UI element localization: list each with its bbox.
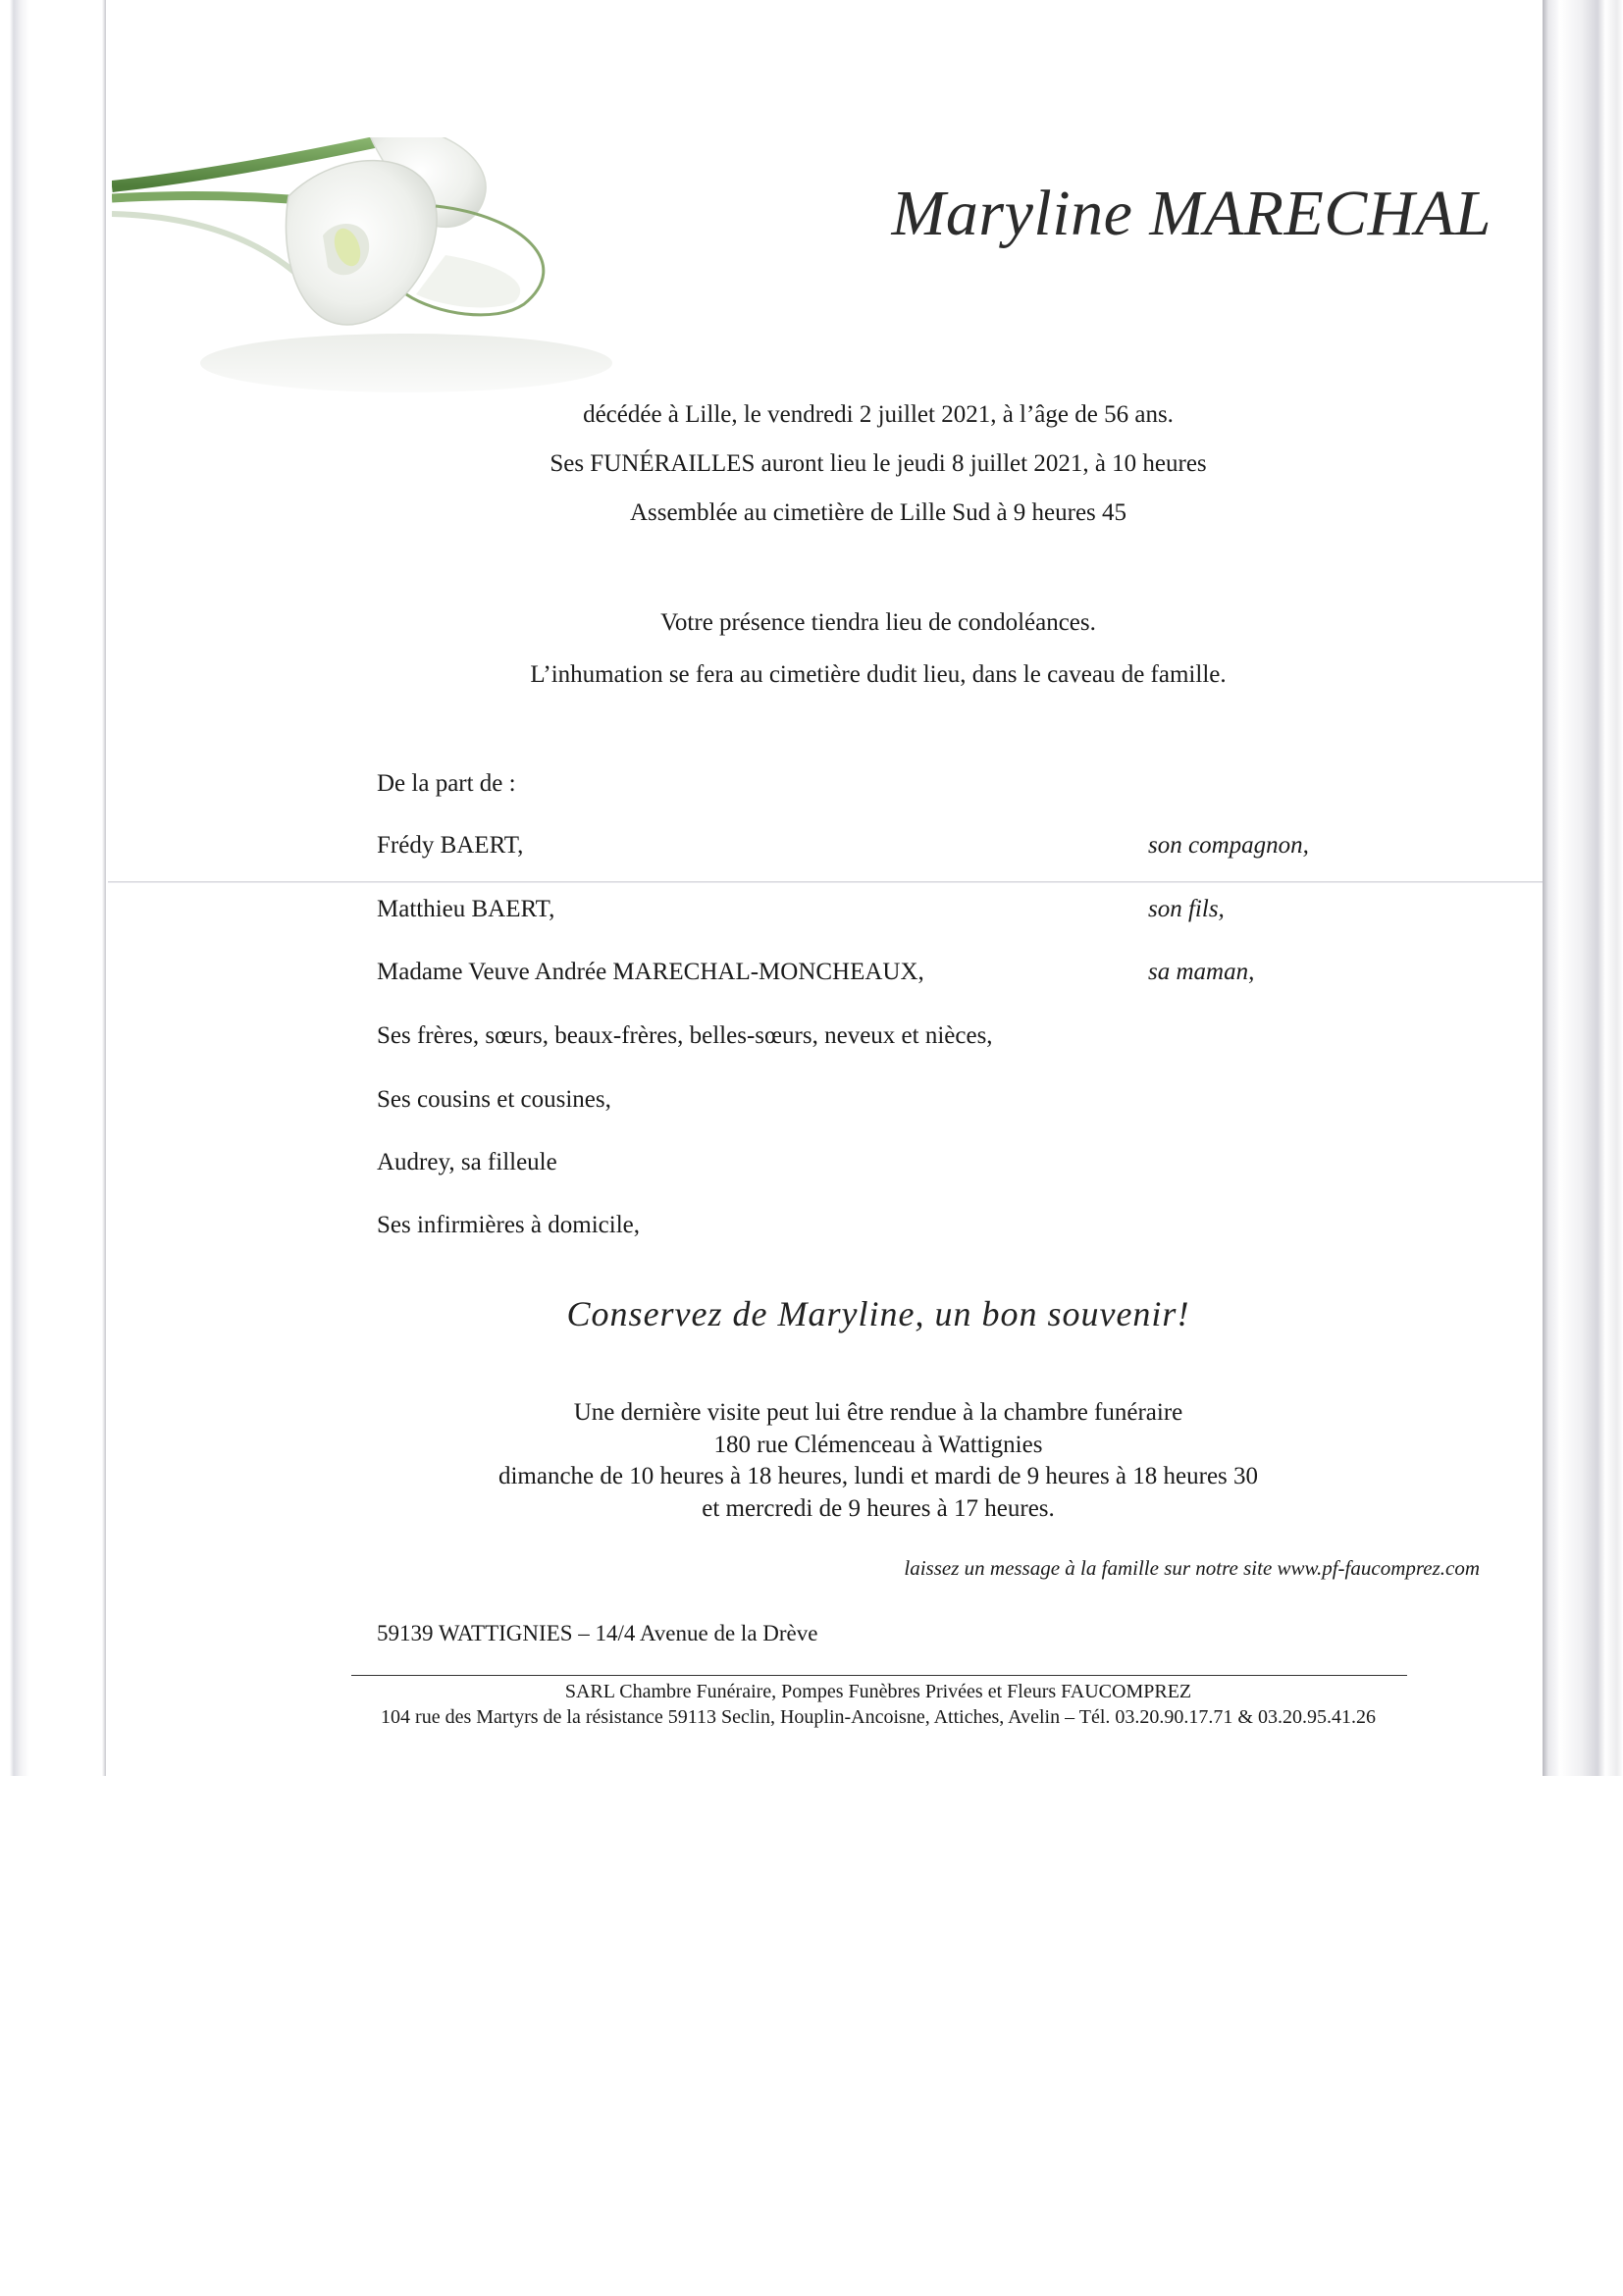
condolences-block [294, 597, 1462, 701]
family-row [377, 1086, 1358, 1114]
family-row [377, 896, 1358, 923]
from-label: De la part de : [377, 770, 516, 797]
family-row [377, 959, 1358, 986]
family-member-relation: son fils, [1148, 896, 1225, 922]
souvenir-message: Conservez de Maryline, un bon souvenir! [566, 1294, 1190, 1333]
family-row [377, 1022, 1358, 1050]
calla-lily-icon [112, 137, 661, 404]
fold-line [108, 881, 1543, 883]
family-row [377, 832, 1358, 860]
visit-line: dimanche de 10 heures à 18 heures, lundi et mardi de 9 heures à 18 heures 30 [497, 1463, 1259, 1489]
family-row [377, 1212, 1358, 1239]
web-message: laissez un message à la famille sur notre site www.pf-faucomprez.com [904, 1556, 1480, 1580]
family-member-name: Matthieu BAERT, [377, 896, 555, 922]
family-member-name: Ses infirmières à domicile, [377, 1212, 640, 1238]
visit-line: 180 rue Clémenceau à Wattignies [713, 1431, 1043, 1458]
company-contact: 104 rue des Martyrs de la résistance 59113 Seclin, Houplin-Ancoisne, Attiches, Avelin – Tél. 03.20.90.17.71 & 03.20.95.41.26 [381, 1706, 1376, 1728]
assembly-line: Assemblée au cimetière de Lille Sud à 9 heures 45 [629, 499, 1127, 526]
funeral-home-address: 59139 WATTIGNIES – 14/4 Avenue de la Drève [377, 1621, 818, 1645]
announcement-block [294, 391, 1462, 538]
condolences-line: Votre présence tiendra lieu de condoléances. [660, 609, 1096, 636]
family-member-relation: sa maman, [1148, 959, 1255, 985]
visit-line: et mercredi de 9 heures à 17 heures. [702, 1494, 1055, 1522]
separator-line [351, 1675, 1407, 1676]
visit-block [294, 1397, 1462, 1525]
family-member-name: Frédy BAERT, [377, 832, 524, 859]
deceased-name: Maryline MARECHAL [891, 178, 1492, 249]
company-name: SARL Chambre Funéraire, Pompes Funèbres Privées et Fleurs FAUCOMPREZ [564, 1681, 1192, 1702]
sheet-right-edge [1543, 0, 1623, 1776]
family-member-relation: son compagnon, [1148, 832, 1309, 859]
family-member-name: Ses cousins et cousines, [377, 1086, 611, 1113]
family-row [377, 1149, 1358, 1176]
burial-line: L’inhumation se fera au cimetière dudit lieu, dans le caveau de famille. [530, 661, 1227, 688]
funeral-date-line: Ses FUNÉRAILLES auront lieu le jeudi 8 juillet 2021, à 10 heures [550, 450, 1207, 477]
death-date-line: décédée à Lille, le vendredi 2 juillet 2021, à l’âge de 56 ans. [583, 401, 1174, 428]
sheet-left-edge [0, 0, 106, 1776]
family-member-name: Ses frères, sœurs, beaux-frères, belles-sœurs, neveux et nièces, [377, 1022, 993, 1049]
family-member-name: Madame Veuve Andrée MARECHAL-MONCHEAUX, [377, 959, 924, 985]
family-member-name: Audrey, sa filleule [377, 1149, 557, 1175]
visit-line: Une dernière visite peut lui être rendue à la chambre funéraire [573, 1399, 1183, 1426]
